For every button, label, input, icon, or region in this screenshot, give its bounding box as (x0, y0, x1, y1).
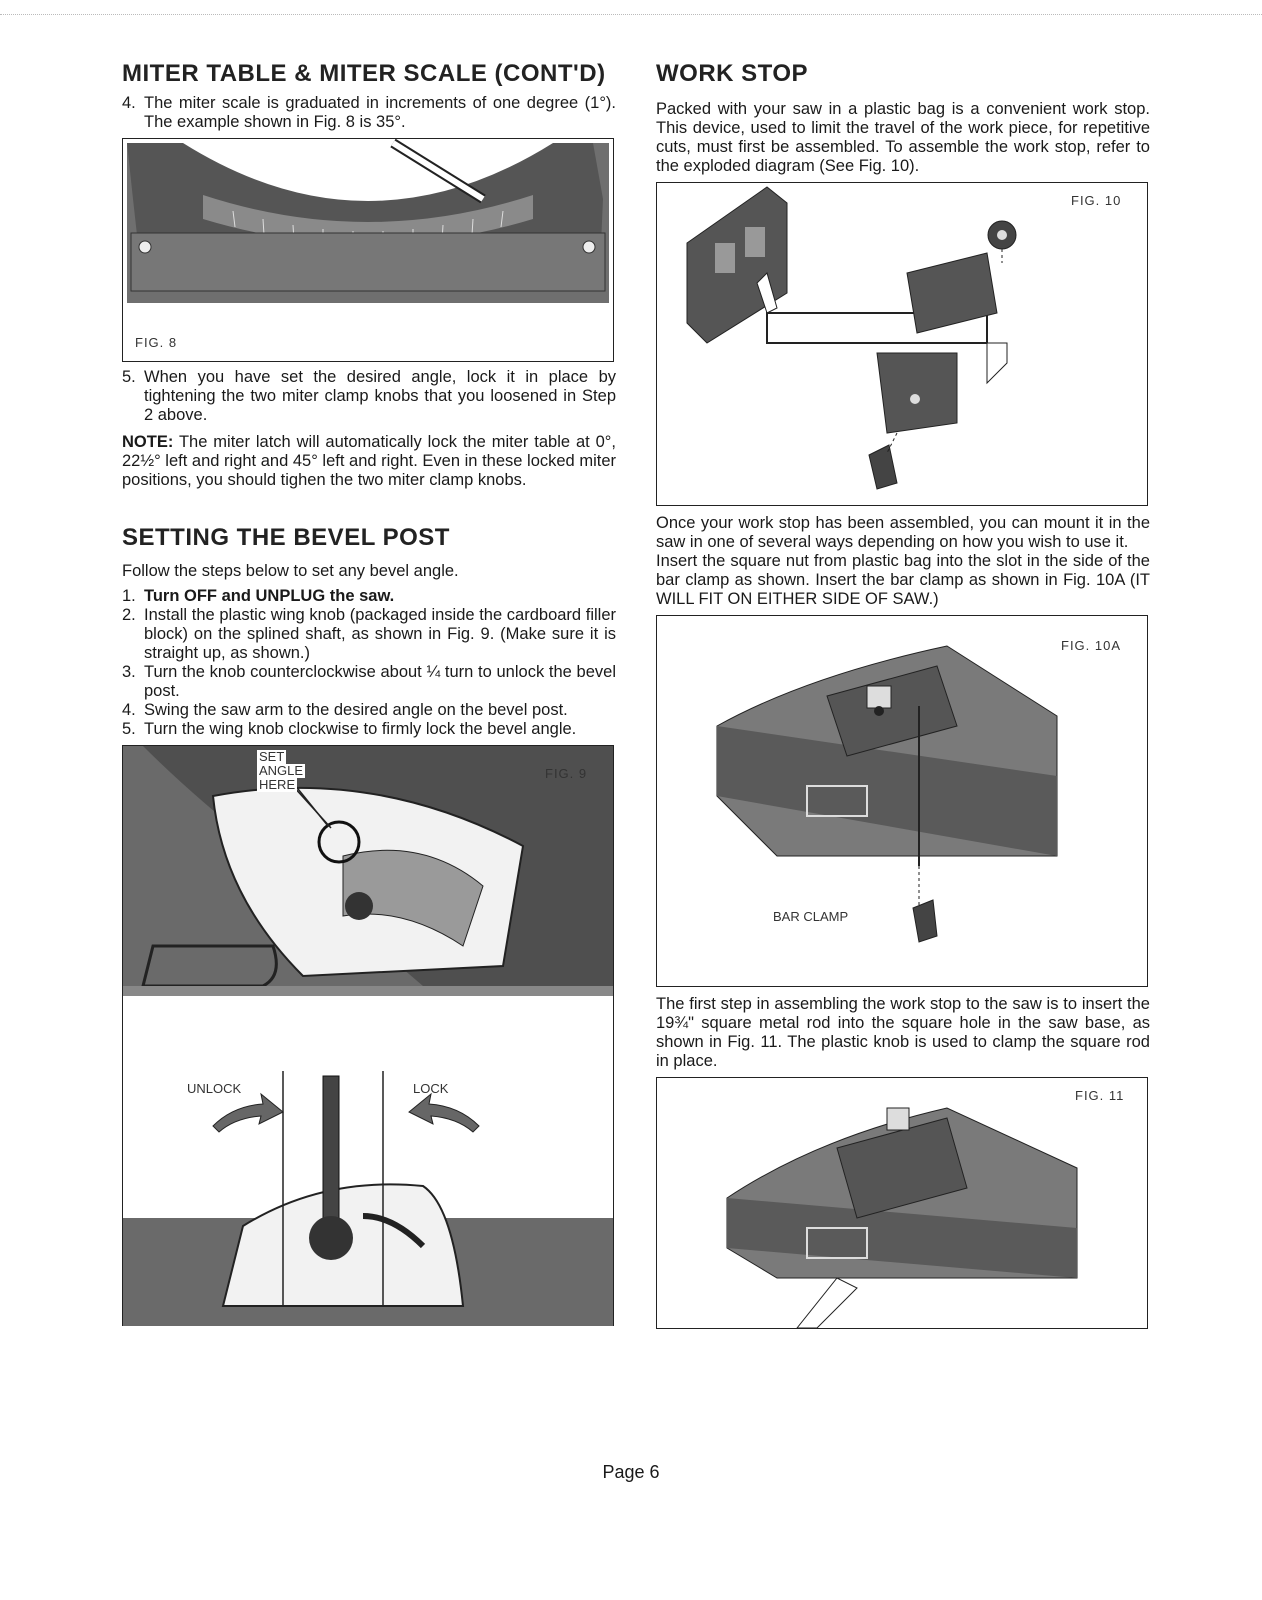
figure-11 (656, 1077, 1148, 1329)
callout-angle: ANGLE (259, 763, 304, 778)
miter-steps-a (122, 94, 616, 132)
step-5: 5. When you have set the desired angle, lock it in place by tightening the two miter clamp knobs that you loosened in Step 2 above. (122, 368, 616, 424)
figure-9 (122, 745, 614, 1326)
figure-10a (656, 615, 1148, 987)
work-stop-mount-paragraph: Once your work stop has been assembled, you can mount it in the saw in one of several ways depending on how you wish to use it. (656, 514, 1150, 551)
bar-clamp-callout: BAR CLAMP (773, 909, 849, 924)
fig8-label: FIG. 8 (135, 335, 178, 350)
bevel-post-illustration (123, 746, 613, 1326)
work-stop-exploded-diagram (657, 183, 1147, 505)
right-column (656, 60, 1150, 1329)
step-4: 4. The miter scale is graduated in increments of one degree (1°). The example shown in Fig. 8 is 35°. (122, 94, 616, 131)
heading-bevel-post: SETTING THE BEVEL POST (122, 524, 450, 551)
fig10-label: FIG. 10 (1071, 193, 1122, 208)
bevel-step: 2. Install the plastic wing knob (packaged inside the cardboard filler block) on the splined shaft, as shown in Fig. 9. (Make sure it is straight up, as shown.) (122, 606, 616, 662)
page-number: Page 6 (602, 1462, 660, 1482)
callout-here: HERE (259, 777, 296, 792)
bar-clamp-illustration (657, 616, 1147, 986)
fig10a-label: FIG. 10A (1061, 638, 1122, 653)
rod-paragraph: The first step in assembling the work stop to the saw is to insert the 19¾" square metal rod into the square hole in the saw base, as shown in Fig. 11. The plastic knob is used to clamp the square rod in place. (656, 995, 1150, 1070)
work-stop-intro: Packed with your saw in a plastic bag is a convenient work stop. This device, used to limit the travel of the work piece, for repetitive cuts, must first be assembled. To assemble the work stop, refer to the exploded diagram (See Fig. 10). (656, 100, 1150, 175)
bevel-step: 1. Turn OFF and UNPLUG the saw. (122, 587, 395, 605)
figure-10 (656, 182, 1148, 506)
bevel-step: 3. Turn the knob counterclockwise about ¼ turn to unlock the bevel post. (122, 663, 616, 700)
figure-8 (122, 138, 614, 362)
square-rod-illustration (657, 1078, 1147, 1328)
lock-label: LOCK (413, 1081, 449, 1096)
callout-set: SET (259, 749, 285, 764)
heading-work-stop: WORK STOP (656, 60, 809, 87)
scan-edge-line (0, 14, 1262, 16)
miter-scale-illustration (123, 139, 613, 361)
bevel-intro: Follow the steps below to set any bevel angle. (122, 562, 459, 580)
bevel-steps (122, 587, 616, 739)
fig9-label: FIG. 9 (545, 766, 588, 781)
miter-steps-b (122, 368, 616, 425)
square-nut-paragraph: Insert the square nut from plastic bag into the slot in the side of the bar clamp as shown. Insert the bar clamp as shown in Fig. 10A (IT WILL FIT ON EITHER SIDE OF SAW.) (656, 552, 1150, 608)
note-paragraph: NOTE: The miter latch will automatically lock the miter table at 0°, 22½° left and right and 45° left and right. Even in these locked miter positions, you should tighen the two miter clamp knobs. (122, 433, 616, 489)
bevel-step: 5. Turn the wing knob clockwise to firmly lock the bevel angle. (122, 720, 577, 738)
left-column (122, 60, 616, 1326)
unlock-label: UNLOCK (187, 1081, 242, 1096)
bevel-step: 4. Swing the saw arm to the desired angle on the bevel post. (122, 701, 568, 719)
note-label: NOTE: (122, 433, 174, 451)
fig11-label: FIG. 11 (1075, 1088, 1125, 1103)
heading-miter-table: MITER TABLE & MITER SCALE (CONT'D) (122, 60, 606, 87)
